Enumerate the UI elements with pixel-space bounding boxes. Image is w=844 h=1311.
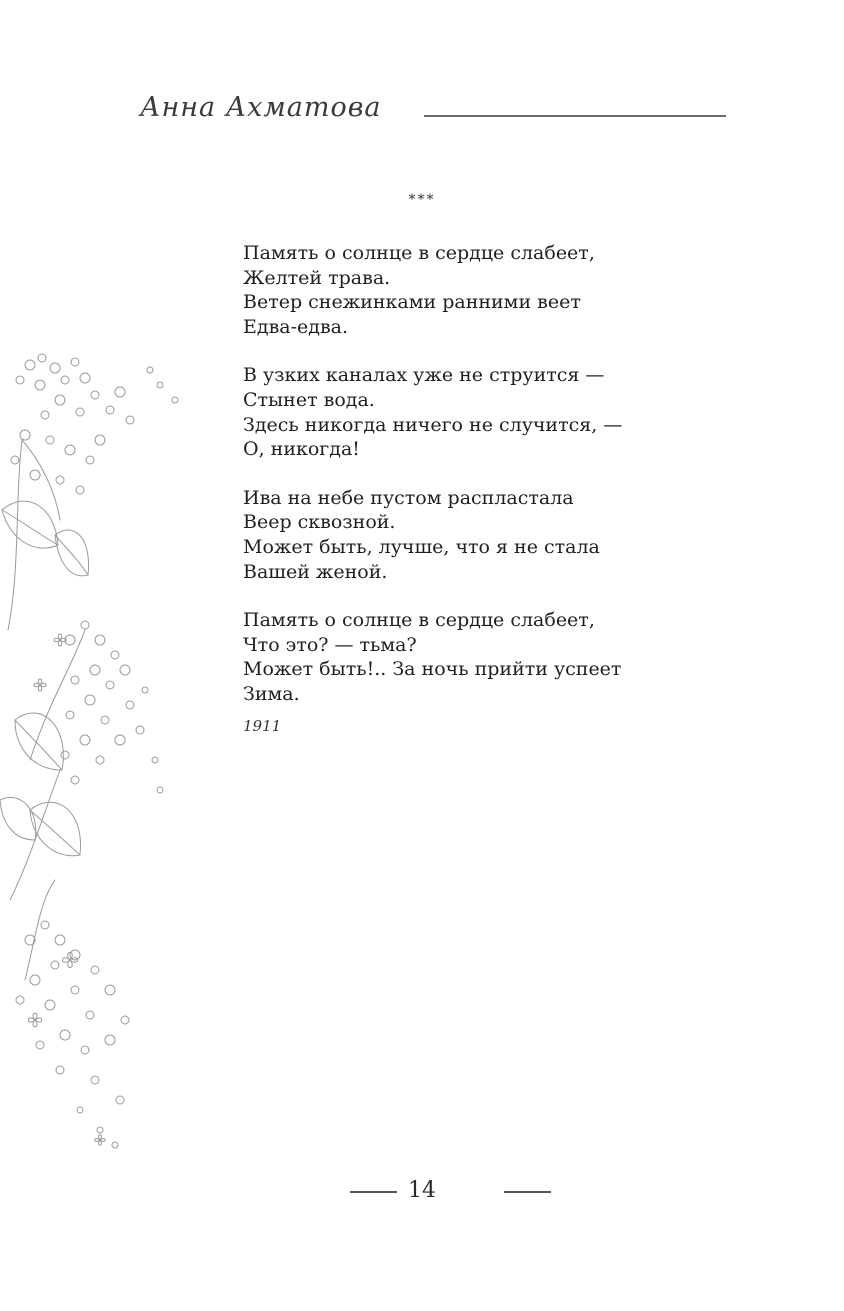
- lilac-branch-illustration: [0, 340, 200, 1170]
- poem-line: Стынет вода.: [243, 388, 375, 411]
- poem-line: В узких каналах уже не струится —: [243, 364, 605, 387]
- poem-year: 1911: [243, 717, 282, 735]
- page-number: 14: [408, 1178, 436, 1203]
- poem-line: Зима.: [243, 682, 300, 705]
- poem-line: Может быть, лучше, что я не стала: [243, 535, 600, 558]
- stanza: [243, 608, 803, 706]
- poem-line: Едва-едва.: [243, 315, 349, 338]
- header-rule: [424, 115, 726, 117]
- poem-line: Память о солнце в сердце слабеет,: [243, 609, 595, 632]
- poem-body: [243, 241, 803, 731]
- poem-line: Память о солнце в сердце слабеет,: [243, 242, 595, 264]
- poem-line: Здесь никогда ничего не случится, —: [243, 413, 623, 436]
- poem-asterism: ***: [408, 192, 436, 208]
- poem-line: Что это? — тьма?: [243, 633, 417, 656]
- stanza: [243, 241, 803, 339]
- poem-line: Веер сквозной.: [243, 511, 396, 534]
- poem-line: Ива на небе пустом распластала: [243, 486, 574, 509]
- running-header-author: Анна Ахматова: [140, 92, 382, 123]
- stanza: [243, 486, 803, 584]
- poem-line: Может быть!.. За ночь прийти успеет: [243, 658, 622, 681]
- footer-rule-right: [504, 1191, 551, 1193]
- poem-line: О, никогда!: [243, 438, 360, 461]
- poem-line: Желтей трава.: [243, 266, 391, 289]
- poem-line: Ветер снежинками ранними веет: [243, 291, 581, 314]
- stanza: [243, 363, 803, 461]
- poem-line: Вашей женой.: [243, 560, 388, 583]
